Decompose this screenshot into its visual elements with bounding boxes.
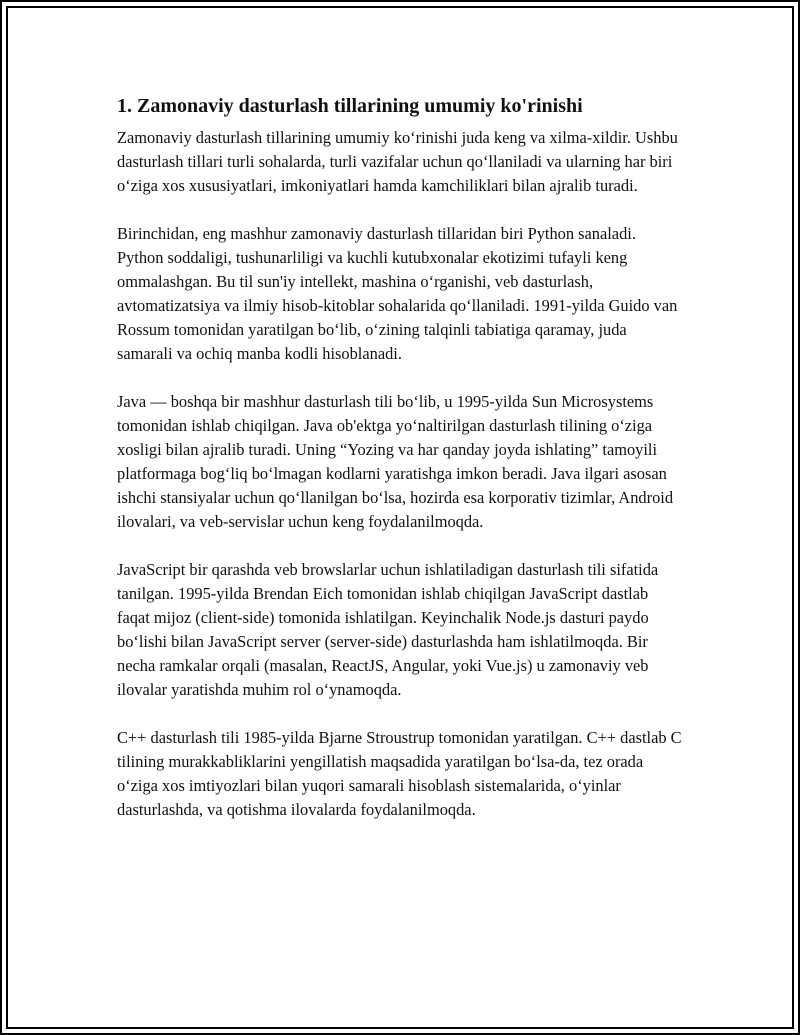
paragraph-javascript: JavaScript bir qarashda veb browslarlar uchun ishlatiladigan dasturlash tili sifatida tanilgan. 1995-yilda Brendan Eich tomonidan ishlab chiqilgan JavaScript dastlab faqat mijoz (client-side) tomonida ishlatilgan. Keyinchalik Node.js dasturi paydo bo‘lishi bilan JavaScript server (server-side) dasturlashda ham ishlatilmoqda. Bir necha ramkalar orqali (masalan, ReactJS, Angular, yoki Vue.js) u zamonaviy veb ilovalar yaratishda muhim rol o‘ynamoqda. bbox=[117, 560, 659, 699]
document-body bbox=[117, 92, 683, 846]
paragraph-python: Birinchidan, eng mashhur zamonaviy dasturlash tillaridan biri Python sanaladi. Python soddaligi, tushunarliligi va kuchli kutubxonalar ekotizimi tufayli keng ommalashgan. Bu til sun'iy intellekt, mashina o‘rganishi, veb dasturlash, avtomatizatsiya va ilmiy hisob-kitoblar sohalarida qo‘llaniladi. 1991-yilda Guido van Rossum tomonidan yaratilgan bo‘lib, o‘zining talqinli tabiatiga qaramay, juda samarali va ochiq manba kodli hisoblanadi. bbox=[117, 224, 678, 363]
paragraph-intro: Zamonaviy dasturlash tillarining umumiy ko‘rinishi juda keng va xilma-xildir. Ushbu dasturlash tillari turli sohalarda, turli vazifalar uchun qo‘llaniladi va ularning har biri o‘ziga xos xususiyatlari, imkoniyatlari hamda kamchiliklari bilan ajralib turadi. bbox=[117, 128, 678, 195]
section-heading: 1. Zamonaviy dasturlash tillarining umumiy ko'rinishi bbox=[117, 95, 583, 117]
paragraph-java: Java — boshqa bir mashhur dasturlash tili bo‘lib, u 1995-yilda Sun Microsystems tomonidan ishlab chiqilgan. Java ob'ektga yo‘naltirilgan dasturlash tilining o‘ziga xosligi bilan ajralib turadi. Uning “Yozing va har qanday joyda ishlating” tamoyili platformaga bog‘liq bo‘lmagan kodlarni yaratishga imkon beradi. Java ilgari asosan ishchi stansiyalar uchun qo‘llanilgan bo‘lsa, hozirda esa korporativ tizimlar, Android ilovalari, va veb-servislar uchun keng foydalanilmoqda. bbox=[117, 392, 674, 531]
paragraph-cpp: C++ dasturlash tili 1985-yilda Bjarne Stroustrup tomonidan yaratilgan. C++ dastlab C tilining murakkabliklarini yengillatish maqsadida yaratilgan bo‘lsa-da, tez orada o‘ziga xos imtiyozlari bilan yuqori samarali hisoblash sistemalarida, o‘yinlar dasturlashda, va qotishma ilovalarda foydalanilmoqda. bbox=[117, 728, 682, 819]
